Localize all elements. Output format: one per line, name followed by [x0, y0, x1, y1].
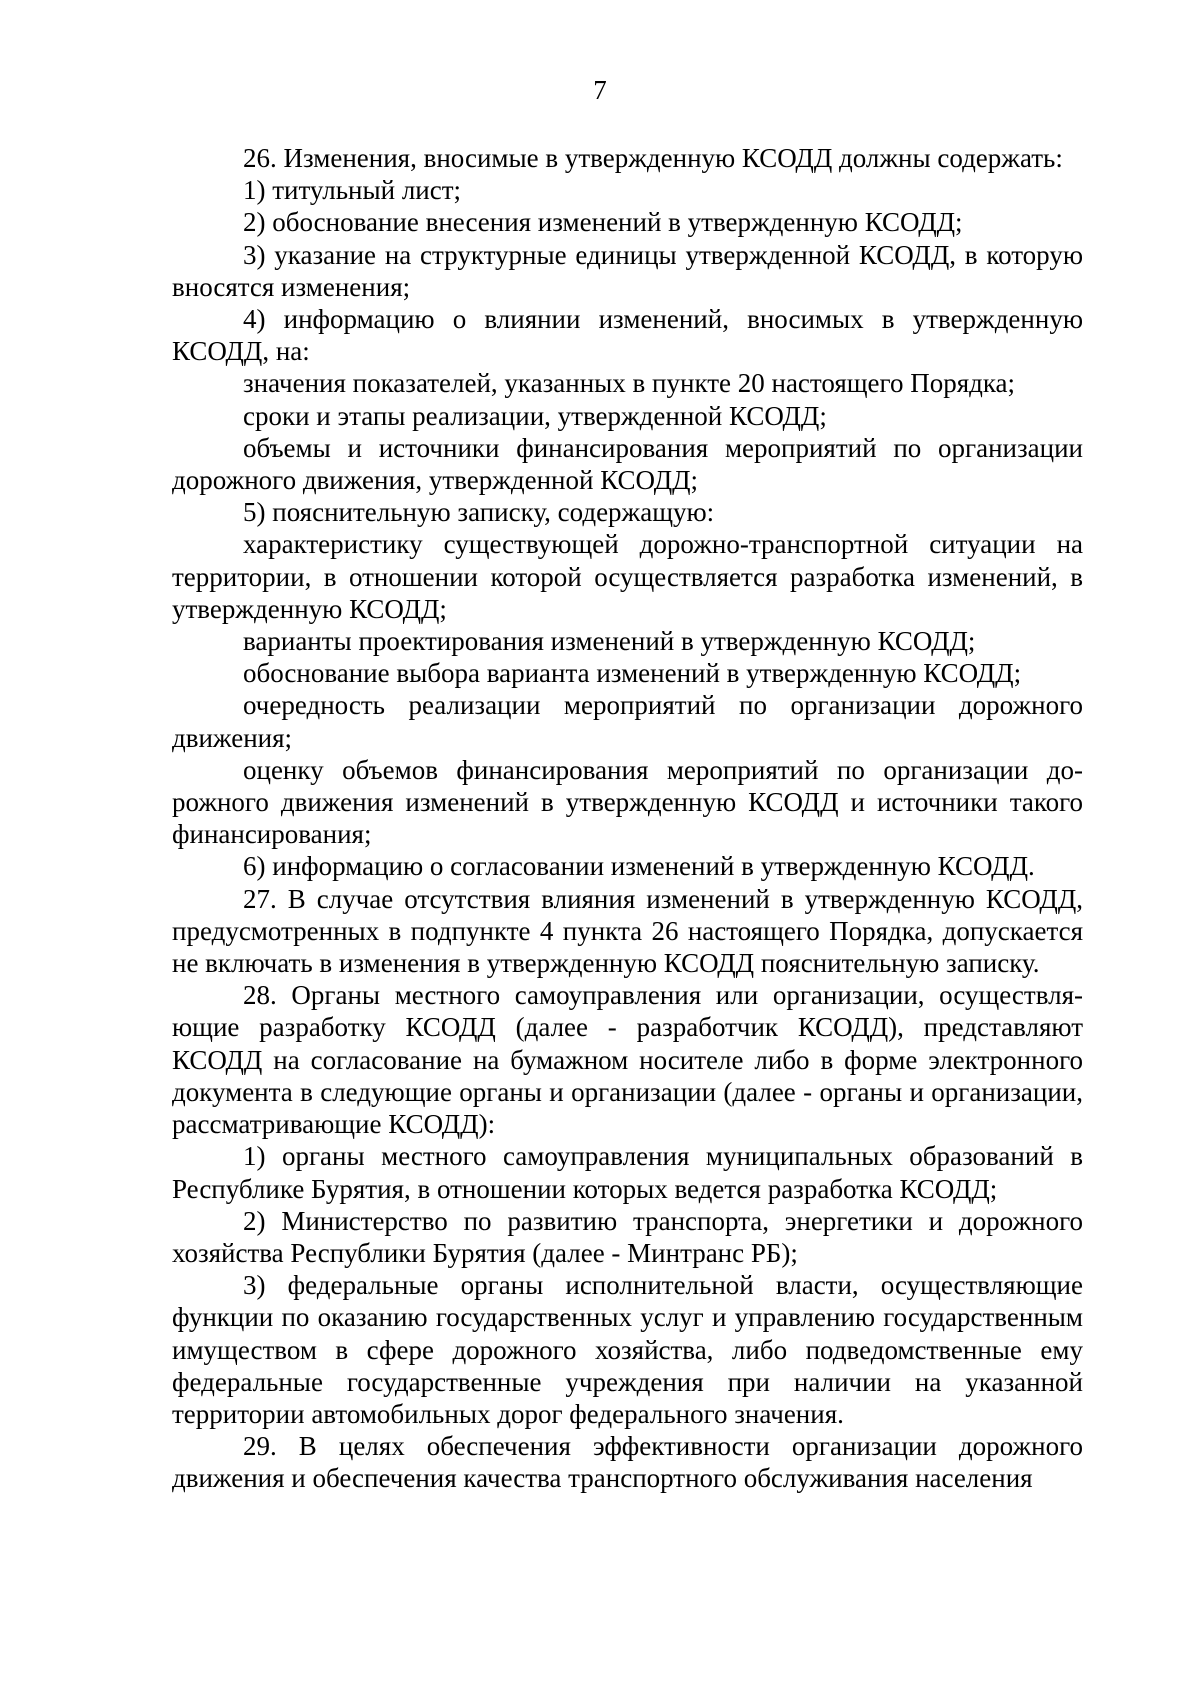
paragraph-29: 29. В целях обеспечения эффективности организации дорожного движения и обеспечения качества транспортного обслуживания населения [172, 1431, 1083, 1494]
list-item-ministry: 2) Министерство по развитию транспорта, энергетики и дорожного хозяйства Республики Бурятия (далее - Минтранс РБ); [172, 1205, 1083, 1268]
list-item-federal-bodies: 3) федеральные органы исполнительной власти, осуществляющие функции по оказанию государственных услуг и управлению государственным имуществом в сфере дорожного хозяйства, либо подведомственные ему федеральные государственные учреждения при наличии на указанной территории автомобильных дорог федерального значения. [172, 1270, 1083, 1429]
sub-item-stages: сроки и этапы реализации, утвержденной КСОДД; [243, 400, 827, 431]
list-item-local-authorities: 1) органы местного самоуправления муниципальных образований в Республике Бурятия, в отношении которых ведется разработка КСОДД; [172, 1141, 1083, 1204]
document-body [172, 142, 1083, 1495]
list-item-structural-units: 3) указание на структурные единицы утвержденной КСОДД, в которую вносятся изменения; [172, 239, 1083, 302]
sub-item-traffic-situation: характеристику существующей дорожно-транспортной ситуации на территории, в отношении которой осуществляется разработка изменений, в утвержденную КСОДД; [172, 529, 1083, 624]
sub-item-funding: объемы и источники финансирования мероприятий по организации дорожного движения, утвержденной КСОДД; [172, 432, 1083, 496]
paragraph-27: 27. В случае отсутствия влияния изменений в утвержденную КСОДД, предусмотренных в подпункте 4 пункта 26 настоящего Порядка, допускается не включать в изменения в утвержденную КСОДД пояснительную записку. [172, 883, 1083, 979]
sub-item-funding-assessment: оценку объемов финансирования мероприятий по организации дорожного движения изменений в утвержденную КСОДД и источники такого финансирования; [172, 754, 1083, 850]
list-item-approval-info: 6) информацию о согласовании изменений в утвержденную КСОДД. [243, 851, 1035, 882]
page-number: 7 [593, 75, 607, 105]
paragraph-26: 26. Изменения, вносимые в утвержденную КСОДД должны содержать: [243, 143, 1063, 173]
sub-item-option-choice: обоснование выбора варианта изменений в утвержденную КСОДД; [243, 658, 1022, 689]
sub-item-indicators: значения показателей, указанных в пункте 20 настоящего Порядка; [243, 368, 1016, 399]
list-item-explanatory-note: 5) пояснительную записку, содержащую: [243, 497, 715, 528]
list-item-justification: 2) обоснование внесения изменений в утвержденную КСОДД; [243, 207, 963, 238]
paragraph-28: 28. Органы местного самоуправления или организации, осуществляющие разработку КСОДД (далее - разработчик КСОДД), представляют КСОДД на согласование на бумажном носителе либо в форме электронного документа в следующие органы и организации (далее - органы и организации, рассматривающие КСОДД): [172, 980, 1083, 1140]
sub-item-priority: очередность реализации мероприятий по организации дорожного движения; [172, 690, 1083, 753]
list-item-title-page: 1) титульный лист; [243, 175, 462, 206]
sub-item-design-options: варианты проектирования изменений в утвержденную КСОДД; [243, 626, 976, 657]
list-item-impact-info: 4) информацию о влиянии изменений, вносимых в утвержденную КСОДД, на: [172, 304, 1083, 367]
